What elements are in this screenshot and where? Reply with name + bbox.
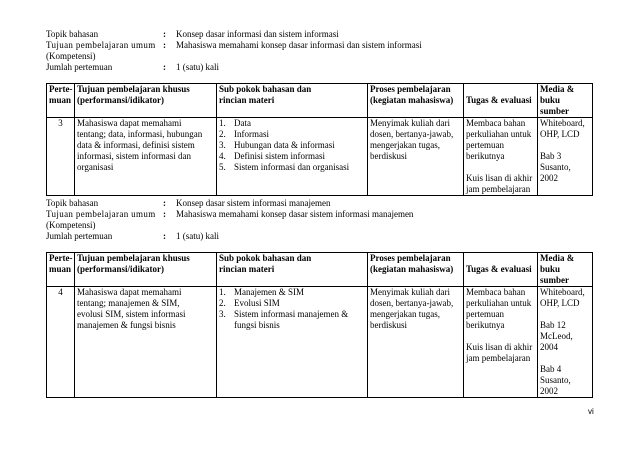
section-2-table (46, 252, 593, 398)
list-item: 2. Informasi (219, 129, 269, 139)
table-header (47, 253, 593, 287)
list-item: 1. Manajemen & SIM (219, 287, 304, 297)
header-pertemuan: Perte- muan (47, 84, 75, 118)
table-header (47, 84, 593, 118)
tujuan-label: Tujuan pembelajaran umum (46, 40, 156, 50)
cell-tujuan: Mahasiswa dapat memahami tentang; manajemen & SIM, evolusi SIM, sistem informasi manajemen & fungsi bisnis (75, 287, 217, 398)
table-row (47, 287, 593, 398)
header-tujuan: Tujuan pembelajaran khusus (performansi/idikator) (75, 253, 217, 287)
topik-label: Topik bahasan (46, 29, 99, 39)
table-row (47, 118, 593, 196)
colon: : (163, 62, 166, 72)
kompetensi-label: (Kompetensi) (46, 220, 96, 230)
header-media: Media & buku sumber (538, 84, 593, 118)
tujuan-value: Mahasiswa memahami konsep dasar informasi dan sistem informasi (176, 40, 422, 50)
colon: : (163, 29, 166, 39)
cell-tugas: Membaca bahan perkuliahan untuk pertemuan berikutnya Kuis lisan di akhir jam pembelajaran (464, 287, 538, 398)
section-1-table (46, 83, 593, 196)
colon: : (163, 209, 166, 219)
cell-media: Whiteboard, OHP, LCD Bab 12 McLeod, 2004 Bab 4 Susanto, 2002 (538, 287, 593, 398)
cell-sub-pokok (217, 118, 368, 196)
header-media: Media & buku sumber (538, 253, 593, 287)
header-sub-pokok: Sub pokok bahasan dan rincian materi (217, 84, 368, 118)
colon: : (163, 198, 166, 208)
topik-value: Konsep dasar sistem informasi manajemen (176, 198, 331, 208)
list-item: 3. Hubungan data & informasi (219, 140, 335, 150)
cell-media: Whiteboard, OHP, LCD Bab 3 Susanto, 2002 (538, 118, 593, 196)
header-proses: Proses pembelajaran (kegiatan mahasiswa) (368, 84, 464, 118)
colon: : (163, 40, 166, 50)
list-item: 1. Data (219, 118, 251, 128)
list-item: 4. Definisi sistem informasi (219, 151, 325, 161)
topik-value: Konsep dasar informasi dan sistem informasi (176, 29, 339, 39)
header-tujuan: Tujuan pembelajaran khusus (performansi/idikator) (75, 84, 217, 118)
tujuan-label: Tujuan pembelajaran umum (46, 209, 156, 219)
list-item: 5. Sistem informasi dan organisasi (219, 162, 350, 172)
list-item: fungsi bisnis (234, 320, 280, 330)
cell-pertemuan: 4 (47, 287, 75, 398)
colon: : (163, 231, 166, 241)
jumlah-value: 1 (satu) kali (176, 231, 219, 241)
header-sub-pokok: Sub pokok bahasan dan rincian materi (217, 253, 368, 287)
header-tugas: Tugas & evaluasi (464, 253, 538, 287)
cell-tugas: Membaca bahan perkuliahan untuk pertemuan berikutnya Kuis lisan di akhir jam pembelajaran (464, 118, 538, 196)
list-item: 3. Sistem informasi manajemen & (219, 309, 349, 319)
jumlah-label: Jumlah pertemuan (46, 231, 113, 241)
header-pertemuan: Perte- muan (47, 253, 75, 287)
page-number: vi (588, 407, 594, 416)
cell-tujuan: Mahasiswa dapat memahami tentang; data, informasi, hubungan data & informasi, definisi sistem informasi, sistem informasi dan organisasi (75, 118, 217, 196)
cell-proses: Menyimak kuliah dari dosen, bertanya-jawab, mengerjakan tugas, berdiskusi (368, 287, 464, 398)
cell-sub-pokok (217, 287, 368, 398)
cell-pertemuan: 3 (47, 118, 75, 196)
cell-proses: Menyimak kuliah dari dosen, bertanya-jawab, mengerjakan tugas, berdiskusi (368, 118, 464, 196)
jumlah-value: 1 (satu) kali (176, 62, 219, 72)
kompetensi-label: (Kompetensi) (46, 51, 96, 61)
tujuan-value: Mahasiswa memahami konsep dasar sistem informasi manajemen (176, 209, 414, 219)
header-tugas: Tugas & evaluasi (464, 84, 538, 118)
topik-label: Topik bahasan (46, 198, 99, 208)
jumlah-label: Jumlah pertemuan (46, 62, 113, 72)
list-item: 2. Evolusi SIM (219, 298, 280, 308)
header-proses: Proses pembelajaran (kegiatan mahasiswa) (368, 253, 464, 287)
